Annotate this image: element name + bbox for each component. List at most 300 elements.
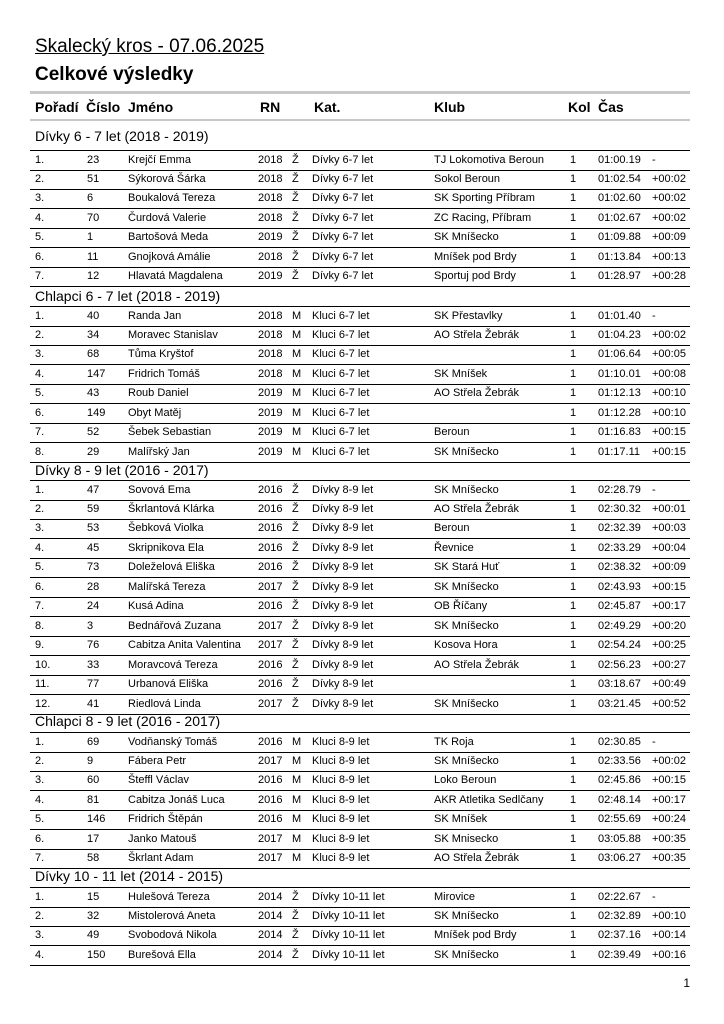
cell-laps: 1 — [570, 600, 577, 612]
cell-number: 43 — [87, 387, 100, 399]
cell-category: Kluci 6-7 let — [312, 426, 370, 438]
cell-position: 7. — [35, 270, 45, 282]
cell-number: 52 — [87, 426, 100, 438]
cell-name: Doleželová Eliška — [128, 561, 215, 573]
cell-gap: +00:04 — [652, 541, 686, 554]
cell-position: 1. — [35, 310, 45, 322]
table-row — [30, 170, 690, 190]
cell-laps: 1 — [570, 387, 577, 399]
table-row — [30, 248, 690, 268]
cell-name: Šteffl Václav — [128, 774, 189, 786]
cell-time: 01:28.97 — [598, 270, 641, 282]
cell-position: 3. — [35, 192, 45, 204]
table-row — [30, 480, 690, 501]
cell-sex: M — [292, 832, 302, 845]
cell-name: Burešová Ella — [128, 948, 196, 961]
cell-category: Dívky 10-11 let — [312, 929, 385, 941]
cell-position: 2. — [35, 754, 45, 767]
cell-laps: 1 — [570, 813, 577, 825]
table-row — [30, 791, 690, 811]
cell-name: Sovová Ema — [128, 484, 191, 496]
cell-name: Malířský Jan — [128, 445, 190, 458]
cell-laps: 1 — [570, 909, 577, 922]
table-row — [30, 404, 690, 424]
cell-gap: +00:02 — [652, 754, 686, 767]
cell-sex: M — [292, 774, 302, 786]
table-row — [30, 578, 690, 598]
cell-laps: 1 — [570, 328, 577, 341]
cell-time: 03:21.45 — [598, 697, 641, 710]
cell-time: 01:17.11 — [598, 445, 641, 458]
cell-name: Bartošová Meda — [128, 231, 209, 243]
cell-sex: Ž — [292, 502, 299, 515]
header-laps: Kol — [568, 99, 591, 115]
header-category: Kat. — [314, 99, 341, 115]
cell-birth-year: 2017 — [258, 832, 283, 845]
cell-laps: 1 — [570, 192, 577, 204]
cell-name: Riedlová Linda — [128, 697, 201, 710]
cell-birth-year: 2016 — [258, 658, 283, 671]
document-title: Skalecký kros - 07.06.2025 — [35, 36, 265, 57]
cell-position: 4. — [35, 541, 45, 554]
cell-sex: Ž — [292, 678, 299, 690]
cell-number: 73 — [87, 561, 100, 573]
cell-time: 02:30.85 — [598, 736, 641, 748]
cell-category: Dívky 8-9 let — [312, 561, 374, 573]
cell-number: 29 — [87, 445, 100, 458]
cell-name: Roub Daniel — [128, 387, 189, 399]
cell-position: 1. — [35, 891, 45, 903]
cell-sex: Ž — [292, 211, 299, 224]
cell-time: 01:02.60 — [598, 192, 641, 204]
cell-birth-year: 2017 — [258, 580, 283, 593]
cell-gap: +00:35 — [652, 852, 686, 864]
cell-sex: Ž — [292, 172, 299, 185]
cell-gap: +00:10 — [652, 406, 686, 419]
cell-club: AO Střela Žebrák — [434, 387, 519, 399]
cell-number: 68 — [87, 348, 100, 360]
cell-name: Svobodová Nikola — [128, 929, 217, 941]
table-row — [30, 189, 690, 209]
cell-gap: +00:01 — [652, 502, 686, 515]
cell-time: 03:05.88 — [598, 832, 641, 845]
table-row — [30, 150, 690, 171]
header-rn: RN — [260, 99, 281, 115]
cell-birth-year: 2017 — [258, 754, 283, 767]
cell-club: AO Střela Žebrák — [434, 658, 519, 671]
cell-sex: M — [292, 736, 302, 748]
cell-sex: Ž — [292, 270, 299, 282]
cell-gap: +00:20 — [652, 619, 686, 632]
table-row — [30, 695, 690, 715]
cell-number: 1 — [87, 231, 94, 243]
cell-position: 2. — [35, 909, 45, 922]
cell-time: 03:06.27 — [598, 852, 641, 864]
cell-laps: 1 — [570, 793, 577, 806]
cell-time: 03:18.67 — [598, 678, 641, 690]
table-row — [30, 365, 690, 385]
cell-club: SK Mníšecko — [434, 231, 499, 243]
cell-time: 02:37.16 — [598, 929, 641, 941]
cell-category: Kluci 6-7 let — [312, 328, 370, 341]
cell-position: 5. — [35, 387, 45, 399]
cell-gap: +00:49 — [652, 678, 686, 690]
cell-laps: 1 — [570, 231, 577, 243]
cell-position: 5. — [35, 561, 45, 573]
cell-gap: +00:14 — [652, 929, 686, 941]
cell-position: 4. — [35, 793, 45, 806]
cell-time: 02:28.79 — [598, 484, 641, 496]
cell-laps: 1 — [570, 678, 577, 690]
cell-club: Sportuj pod Brdy — [434, 270, 516, 282]
cell-number: 58 — [87, 852, 100, 864]
cell-gap: +00:05 — [652, 348, 686, 360]
table-row — [30, 810, 690, 830]
cell-number: 6 — [87, 192, 94, 204]
cell-club: Beroun — [434, 426, 470, 438]
cell-birth-year: 2016 — [258, 736, 283, 748]
table-row — [30, 636, 690, 656]
cell-time: 01:12.28 — [598, 406, 641, 419]
cell-number: 147 — [87, 367, 106, 380]
cell-sex: M — [292, 793, 302, 806]
cell-category: Kluci 8-9 let — [312, 813, 370, 825]
cell-position: 2. — [35, 328, 45, 341]
cell-name: Hlavatá Magdalena — [128, 270, 223, 282]
cell-name: Mistolerová Aneta — [128, 909, 216, 922]
cell-laps: 1 — [570, 522, 577, 534]
cell-category: Dívky 8-9 let — [312, 600, 374, 612]
cell-club: TJ Lokomotiva Beroun — [434, 154, 545, 166]
cell-position: 12. — [35, 697, 51, 710]
table-row — [30, 306, 690, 327]
cell-gap: +00:16 — [652, 948, 686, 961]
table-row — [30, 752, 690, 772]
cell-number: 77 — [87, 678, 100, 690]
cell-position: 9. — [35, 639, 45, 651]
cell-number: 34 — [87, 328, 100, 341]
cell-sex: Ž — [292, 192, 299, 204]
cell-position: 7. — [35, 426, 45, 438]
cell-club: SK Mníšek — [434, 367, 488, 380]
cell-laps: 1 — [570, 639, 577, 651]
cell-laps: 1 — [570, 502, 577, 515]
cell-laps: 1 — [570, 348, 577, 360]
cell-laps: 1 — [570, 172, 577, 185]
cell-time: 02:22.67 — [598, 891, 641, 903]
cell-laps: 1 — [570, 619, 577, 632]
cell-number: 60 — [87, 774, 100, 786]
cell-club: SK Mníšecko — [434, 580, 499, 593]
cell-name: Randa Jan — [128, 310, 182, 322]
cell-number: 150 — [87, 948, 106, 961]
cell-position: 1. — [35, 484, 45, 496]
cell-birth-year: 2017 — [258, 639, 283, 651]
cell-sex: Ž — [292, 948, 299, 961]
cell-category: Kluci 6-7 let — [312, 445, 370, 458]
cell-sex: Ž — [292, 619, 299, 632]
cell-category: Kluci 8-9 let — [312, 852, 370, 864]
cell-sex: Ž — [292, 561, 299, 573]
cell-club: SK Mníšek — [434, 813, 488, 825]
cell-number: 76 — [87, 639, 100, 651]
cell-time: 01:04.23 — [598, 328, 641, 341]
cell-time: 01:16.83 — [598, 426, 641, 438]
table-row — [30, 519, 690, 539]
cell-sex: Ž — [292, 231, 299, 243]
cell-time: 02:48.14 — [598, 793, 641, 806]
cell-time: 01:06.64 — [598, 348, 641, 360]
table-header — [0, 96, 724, 118]
cell-laps: 1 — [570, 754, 577, 767]
cell-name: Bednářová Zuzana — [128, 619, 221, 632]
cell-birth-year: 2019 — [258, 426, 283, 438]
cell-position: 6. — [35, 406, 45, 419]
cell-category: Kluci 6-7 let — [312, 387, 370, 399]
table-row — [30, 732, 690, 753]
cell-time: 01:02.67 — [598, 211, 641, 224]
cell-category: Dívky 6-7 let — [312, 250, 374, 263]
group-title: Dívky 8 - 9 let (2016 - 2017) — [35, 462, 209, 478]
cell-birth-year: 2016 — [258, 561, 283, 573]
header-position: Pořadí — [35, 99, 79, 115]
cell-sex: M — [292, 445, 302, 458]
cell-sex: Ž — [292, 600, 299, 612]
cell-birth-year: 2016 — [258, 484, 283, 496]
cell-number: 47 — [87, 484, 100, 496]
table-row — [30, 617, 690, 637]
cell-position: 1. — [35, 736, 45, 748]
cell-time: 01:13.84 — [598, 250, 641, 263]
cell-birth-year: 2016 — [258, 678, 283, 690]
cell-laps: 1 — [570, 445, 577, 458]
cell-gap: +00:13 — [652, 250, 686, 263]
cell-category: Dívky 8-9 let — [312, 619, 374, 632]
cell-birth-year: 2016 — [258, 774, 283, 786]
cell-birth-year: 2019 — [258, 445, 283, 458]
cell-category: Kluci 8-9 let — [312, 832, 370, 845]
cell-name: Šebková Violka — [128, 522, 204, 534]
cell-number: 45 — [87, 541, 100, 554]
cell-category: Dívky 8-9 let — [312, 658, 374, 671]
cell-sex: M — [292, 813, 302, 825]
cell-birth-year: 2014 — [258, 929, 283, 941]
cell-time: 02:43.93 — [598, 580, 641, 593]
cell-sex: Ž — [292, 580, 299, 593]
document-subtitle: Celkové výsledky — [35, 64, 194, 85]
cell-number: 69 — [87, 736, 100, 748]
cell-birth-year: 2018 — [258, 192, 283, 204]
cell-birth-year: 2016 — [258, 522, 283, 534]
cell-gap: +00:08 — [652, 367, 686, 380]
cell-birth-year: 2018 — [258, 154, 283, 166]
cell-gap: - — [652, 891, 656, 903]
cell-gap: - — [652, 736, 656, 748]
cell-name: Moravec Stanislav — [128, 328, 218, 341]
cell-number: 32 — [87, 909, 100, 922]
cell-sex: Ž — [292, 484, 299, 496]
cell-laps: 1 — [570, 484, 577, 496]
table-row — [30, 209, 690, 229]
cell-time: 02:30.32 — [598, 502, 641, 515]
cell-laps: 1 — [570, 697, 577, 710]
cell-club: Řevnice — [434, 541, 474, 554]
header-number: Číslo — [86, 99, 121, 115]
cell-club: AO Střela Žebrák — [434, 852, 519, 864]
cell-name: Škrlant Adam — [128, 852, 194, 864]
cell-number: 149 — [87, 406, 106, 419]
cell-category: Dívky 8-9 let — [312, 639, 374, 651]
cell-birth-year: 2019 — [258, 406, 283, 419]
table-row — [30, 228, 690, 248]
cell-gap: +00:25 — [652, 639, 686, 651]
cell-club: Sokol Beroun — [434, 172, 501, 185]
cell-sex: Ž — [292, 639, 299, 651]
cell-category: Kluci 8-9 let — [312, 754, 370, 767]
cell-number: 81 — [87, 793, 100, 806]
cell-number: 12 — [87, 270, 100, 282]
table-row — [30, 443, 690, 463]
table-row — [30, 926, 690, 946]
cell-club: SK Mníšecko — [434, 754, 499, 767]
cell-birth-year: 2018 — [258, 367, 283, 380]
cell-category: Kluci 6-7 let — [312, 348, 370, 360]
cell-position: 2. — [35, 502, 45, 515]
cell-laps: 1 — [570, 406, 577, 419]
cell-club: SK Stará Huť — [434, 561, 500, 573]
cell-birth-year: 2019 — [258, 270, 283, 282]
cell-time: 02:32.39 — [598, 522, 641, 534]
cell-laps: 1 — [570, 580, 577, 593]
cell-time: 01:02.54 — [598, 172, 641, 185]
cell-position: 3. — [35, 522, 45, 534]
cell-birth-year: 2016 — [258, 502, 283, 515]
cell-gap: +00:27 — [652, 658, 686, 671]
cell-name: Čurdová Valerie — [128, 211, 207, 224]
cell-position: 3. — [35, 929, 45, 941]
cell-category: Dívky 8-9 let — [312, 678, 374, 690]
cell-laps: 1 — [570, 270, 577, 282]
cell-category: Dívky 6-7 let — [312, 270, 374, 282]
table-row — [30, 500, 690, 520]
cell-birth-year: 2016 — [258, 813, 283, 825]
cell-sex: Ž — [292, 658, 299, 671]
cell-position: 11. — [35, 678, 50, 690]
header-top-rule — [30, 91, 690, 94]
cell-sex: M — [292, 754, 302, 767]
cell-gap: - — [652, 154, 656, 166]
cell-sex: M — [292, 328, 302, 341]
table-row — [30, 384, 690, 404]
cell-club: AO Střela Žebrák — [434, 502, 519, 515]
cell-gap: +00:02 — [652, 211, 686, 224]
cell-time: 02:55.69 — [598, 813, 641, 825]
cell-laps: 1 — [570, 154, 577, 166]
cell-sex: Ž — [292, 522, 299, 534]
cell-position: 7. — [35, 600, 45, 612]
cell-category: Dívky 8-9 let — [312, 541, 374, 554]
cell-laps: 1 — [570, 774, 577, 786]
cell-birth-year: 2018 — [258, 172, 283, 185]
cell-category: Kluci 6-7 let — [312, 310, 370, 322]
cell-gap: +00:17 — [652, 793, 686, 806]
cell-position: 8. — [35, 619, 45, 632]
cell-name: Tůma Kryštof — [128, 348, 194, 360]
cell-position: 7. — [35, 852, 45, 864]
cell-sex: M — [292, 852, 302, 864]
cell-laps: 1 — [570, 929, 577, 941]
cell-laps: 1 — [570, 658, 577, 671]
cell-laps: 1 — [570, 948, 577, 961]
cell-name: Škrlantová Klárka — [128, 502, 215, 515]
cell-name: Cabitza Anita Valentina — [128, 639, 241, 651]
cell-name: Janko Matouš — [128, 832, 197, 845]
table-row — [30, 558, 690, 578]
cell-category: Dívky 10-11 let — [312, 909, 385, 922]
cell-category: Dívky 8-9 let — [312, 502, 374, 515]
cell-laps: 1 — [570, 426, 577, 438]
table-row — [30, 345, 690, 365]
cell-time: 02:56.23 — [598, 658, 641, 671]
cell-name: Obyt Matěj — [128, 406, 182, 419]
cell-birth-year: 2018 — [258, 328, 283, 341]
cell-category: Dívky 10-11 let — [312, 948, 385, 961]
cell-laps: 1 — [570, 561, 577, 573]
cell-category: Dívky 6-7 let — [312, 172, 374, 185]
cell-time: 02:33.56 — [598, 754, 641, 767]
cell-name: Moravcová Tereza — [128, 658, 218, 671]
cell-category: Dívky 6-7 let — [312, 211, 374, 224]
cell-number: 24 — [87, 600, 100, 612]
cell-number: 40 — [87, 310, 100, 322]
cell-time: 02:49.29 — [598, 619, 641, 632]
cell-birth-year: 2016 — [258, 600, 283, 612]
cell-time: 01:12.13 — [598, 387, 641, 399]
cell-name: Kusá Adina — [128, 600, 184, 612]
cell-sex: M — [292, 426, 302, 438]
cell-club: Mirovice — [434, 891, 475, 903]
cell-birth-year: 2017 — [258, 619, 283, 632]
cell-gap: +00:02 — [652, 172, 686, 185]
cell-category: Dívky 10-11 let — [312, 891, 385, 903]
cell-category: Kluci 8-9 let — [312, 736, 370, 748]
cell-gap: +00:09 — [652, 231, 686, 243]
cell-club: ZC Racing, Příbram — [434, 211, 532, 224]
cell-category: Kluci 8-9 let — [312, 774, 370, 786]
cell-laps: 1 — [570, 852, 577, 864]
cell-number: 51 — [87, 172, 100, 185]
cell-gap: +00:10 — [652, 909, 686, 922]
cell-position: 4. — [35, 948, 45, 961]
table-row — [30, 656, 690, 676]
cell-club: SK Přestavlky — [434, 310, 503, 322]
group-title: Chlapci 6 - 7 let (2018 - 2019) — [35, 288, 221, 304]
cell-category: Dívky 8-9 let — [312, 580, 374, 593]
cell-birth-year: 2018 — [258, 348, 283, 360]
cell-category: Kluci 6-7 let — [312, 367, 370, 380]
table-row — [30, 539, 690, 559]
cell-club: SK Mníšecko — [434, 948, 499, 961]
table-row — [30, 326, 690, 346]
cell-sex: Ž — [292, 909, 299, 922]
cell-number: 9 — [87, 754, 94, 767]
cell-number: 15 — [87, 891, 100, 903]
cell-laps: 1 — [570, 736, 577, 748]
cell-time: 02:54.24 — [598, 639, 641, 651]
cell-club: SK Mníšecko — [434, 909, 499, 922]
cell-name: Fábera Petr — [128, 754, 187, 767]
cell-name: Fridrich Tomáš — [128, 367, 200, 380]
